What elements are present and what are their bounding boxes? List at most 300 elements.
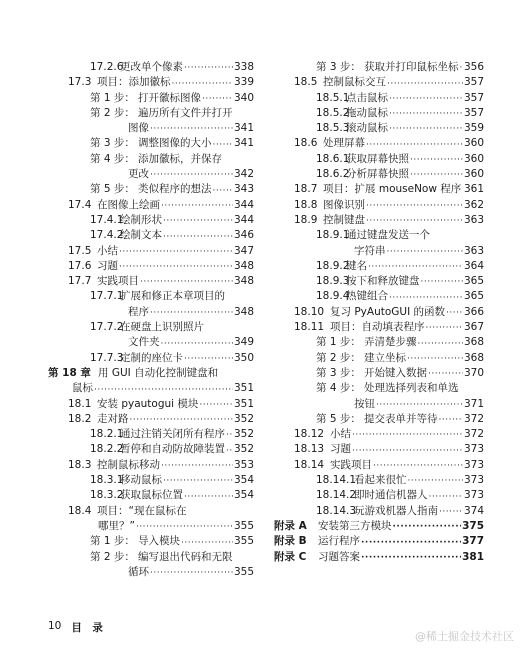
leader-dots [172, 77, 233, 91]
entry-number: 18.14 [294, 458, 325, 471]
toc-entry [274, 182, 484, 197]
toc-entry [274, 397, 484, 412]
entry-page: 361 [463, 183, 484, 196]
leader-dots [352, 428, 463, 442]
entry-title: 用 GUI 自动化控制键盘和 [98, 366, 219, 379]
entry-page: 355 [233, 565, 254, 578]
entry-title: 建立坐标 [364, 351, 406, 364]
entry-title: 控制鼠标交互 [323, 76, 386, 89]
toc-entry [48, 473, 254, 488]
leader-dots [421, 275, 463, 289]
leader-dots [184, 61, 233, 75]
toc-entry [48, 244, 254, 259]
entry-title: 弄清楚步骤 [364, 336, 417, 349]
entry-page: 352 [233, 412, 254, 425]
entry-number: 第 2 步： [90, 106, 135, 119]
entry-title: 点击鼠标 [346, 91, 388, 104]
toc-entry [48, 427, 254, 442]
entry-title: 实践项目 [97, 275, 139, 288]
entry-title: 哪里？” [98, 519, 135, 532]
leader-dots [181, 536, 233, 550]
entry-number: 18.1 [68, 397, 92, 410]
entry-page: 368 [463, 351, 484, 364]
entry-page: 360 [463, 168, 484, 181]
leader-dots [376, 398, 463, 412]
entry-title: 实践项目 [330, 458, 372, 471]
entry-number: 第 1 步： [90, 535, 135, 548]
leader-dots [226, 428, 233, 442]
leader-dots [119, 260, 233, 274]
entry-title: 项目：“现在鼠标在 [97, 504, 187, 517]
leader-dots [446, 306, 463, 320]
leader-dots [361, 551, 461, 565]
toc-entry [274, 289, 484, 304]
leader-dots [150, 168, 233, 182]
leader-dots [389, 107, 463, 121]
toc-entry [48, 121, 254, 136]
toc-entry [48, 412, 254, 427]
leader-dots [460, 61, 463, 75]
entry-number: 第 3 步： [90, 137, 135, 150]
leader-dots [213, 184, 233, 198]
leader-dots [161, 337, 233, 351]
entry-page: 339 [233, 76, 254, 89]
leader-dots [439, 413, 463, 427]
entry-title: 获取屏幕快照 [346, 152, 409, 165]
toc-entry [48, 381, 254, 396]
leader-dots [184, 352, 233, 366]
entry-page: 341 [233, 137, 254, 150]
entry-number: 18.5.3 [316, 122, 350, 135]
entry-page: 346 [233, 229, 254, 242]
entry-number: 17.3 [68, 76, 92, 89]
leader-dots [366, 138, 463, 152]
entry-page: 365 [463, 290, 484, 303]
entry-title: 绘制形状 [120, 213, 162, 226]
entry-page: 381 [462, 550, 484, 563]
leader-dots [368, 260, 463, 274]
entry-title: 键名 [346, 259, 367, 272]
leader-dots [462, 184, 463, 198]
entry-title: 更改单个像素 [120, 61, 183, 73]
entry-page: 355 [233, 519, 254, 532]
entry-title: 图像识别 [323, 198, 365, 211]
entry-page: 372 [463, 428, 484, 441]
entry-page: 354 [233, 474, 254, 487]
entry-title: 暂停和自动防故障装置 [120, 443, 225, 456]
entry-number: 17.2.6 [90, 61, 124, 73]
entry-page: 364 [463, 259, 484, 272]
entry-number: 18.6.1 [316, 152, 350, 165]
entry-page: 357 [463, 76, 484, 89]
entry-number: 18.11 [294, 321, 325, 334]
entry-page: 360 [463, 137, 484, 150]
entry-page: 343 [233, 183, 254, 196]
entry-page: 366 [463, 305, 484, 318]
toc-entry [274, 366, 484, 381]
entry-number: 18.9.2 [316, 259, 350, 272]
entry-title: 定制的座位卡 [120, 351, 183, 364]
toc-entry [274, 504, 484, 519]
toc-entry [48, 167, 254, 182]
leader-dots [361, 536, 461, 550]
entry-page: 350 [233, 351, 254, 364]
leader-dots [226, 444, 233, 458]
toc-entry [274, 152, 484, 167]
entry-page: 351 [233, 397, 254, 410]
leader-dots [199, 398, 233, 412]
entry-page: 373 [463, 458, 484, 471]
leader-dots [418, 337, 463, 351]
toc-entry [48, 106, 254, 121]
running-head: 目 录 [71, 622, 103, 634]
entry-number: 18.5 [294, 76, 318, 89]
entry-title: 文件夹 [128, 336, 160, 349]
toc-entry [48, 534, 254, 549]
toc-entry [48, 366, 254, 381]
toc-entry [274, 244, 484, 259]
entry-title: 按下和释放键盘 [346, 275, 420, 288]
toc-entry [274, 106, 484, 121]
entry-number: 第 4 步： [316, 382, 361, 395]
entry-number: 18.10 [294, 305, 325, 318]
entry-page: 347 [233, 244, 254, 257]
entry-number: 17.4.2 [90, 229, 124, 242]
toc-entry [274, 259, 484, 274]
toc-right-column [274, 60, 484, 565]
entry-page: 338 [233, 61, 254, 73]
toc-entry [274, 519, 484, 534]
leader-dots [119, 245, 233, 259]
leader-dots [429, 490, 463, 504]
leader-dots [184, 490, 233, 504]
entry-number: 第 5 步： [90, 183, 135, 196]
entry-page: 341 [233, 122, 254, 135]
entry-page: 351 [233, 382, 254, 395]
entry-title: 通过键盘发送一个 [346, 229, 430, 242]
entry-title: 打开徽标图像 [138, 91, 201, 104]
leader-dots [439, 505, 463, 519]
entry-title: 循环 [128, 565, 149, 578]
entry-page: 344 [233, 213, 254, 226]
toc-entry [274, 534, 484, 549]
entry-page: 375 [462, 519, 484, 532]
entry-title: 即时通信机器人 [354, 489, 428, 502]
toc-entry [274, 228, 484, 243]
toc-entry [274, 305, 484, 320]
entry-page: 372 [463, 412, 484, 425]
toc-entry [274, 60, 484, 75]
toc-entry [48, 274, 254, 289]
entry-number: 17.7.2 [90, 321, 124, 334]
leader-dots [389, 291, 463, 305]
entry-number: 17.7 [68, 275, 92, 288]
entry-title: 玩游戏机器人指南 [354, 504, 438, 517]
entry-number: 第 5 步： [316, 412, 361, 425]
toc-entry [274, 351, 484, 366]
toc-entry [274, 91, 484, 106]
toc-entry [274, 473, 484, 488]
entry-number: 第 1 步： [316, 336, 361, 349]
entry-page: 348 [233, 275, 254, 288]
entry-page: 373 [463, 443, 484, 456]
entry-number: 18.2.1 [90, 428, 124, 441]
page-number: 10 [48, 620, 62, 632]
entry-page: 365 [463, 275, 484, 288]
entry-title: 习题 [97, 259, 118, 272]
entry-title: 处理选择列表和单选 [364, 382, 459, 395]
toc-entry [48, 335, 254, 350]
toc-entry [48, 228, 254, 243]
toc-entry [274, 427, 484, 442]
leader-dots [163, 474, 233, 488]
entry-number: 17.7.3 [90, 351, 124, 364]
entry-number: 18.5.1 [316, 91, 350, 104]
toc-entry [48, 320, 254, 335]
entry-title: 类似程序的想法 [138, 183, 212, 196]
toc-entry [274, 198, 484, 213]
entry-page: 357 [463, 106, 484, 119]
entry-number: 18.9.3 [316, 275, 350, 288]
entry-title: 习题 [330, 443, 351, 456]
entry-number: 第 2 步： [90, 550, 135, 563]
entry-page: 353 [233, 458, 254, 471]
entry-title: 项目：添加徽标 [97, 76, 171, 89]
entry-number: 18.9 [294, 213, 318, 226]
entry-number: 17.7.1 [90, 290, 124, 303]
entry-title: 控制键盘 [323, 213, 365, 226]
entry-title: 在硬盘上识别照片 [120, 321, 204, 334]
entry-number: 18.2 [68, 412, 92, 425]
entry-title: 看起来很忙 [354, 474, 407, 487]
entry-title: 更改 [128, 168, 149, 181]
entry-number: 18.2.2 [90, 443, 124, 456]
leader-dots [161, 199, 233, 213]
entry-number: 第 1 步： [90, 91, 135, 104]
entry-number: 18.13 [294, 443, 325, 456]
toc-entry [274, 381, 484, 396]
entry-page: 348 [233, 259, 254, 272]
toc-entry [48, 259, 254, 274]
entry-page: 360 [463, 152, 484, 165]
toc-entry [48, 351, 254, 366]
toc-entry [274, 213, 484, 228]
entry-page: 373 [463, 489, 484, 502]
toc-entry [48, 213, 254, 228]
toc-entry [274, 274, 484, 289]
leader-dots [407, 352, 463, 366]
entry-title: 移动鼠标 [120, 474, 162, 487]
entry-title: 编写退出代码和无限 [138, 550, 233, 563]
entry-title: 小结 [330, 428, 351, 441]
leader-dots [163, 230, 233, 244]
entry-title: 遍历所有文件并打开 [138, 106, 233, 119]
entry-number: 附录 C [274, 550, 307, 563]
entry-page: 349 [233, 336, 254, 349]
entry-title: 热键组合 [346, 290, 388, 303]
entry-title: 按钮 [354, 397, 375, 410]
entry-title: 鼠标 [72, 382, 93, 395]
entry-title: 项目：自动填表程序 [330, 321, 425, 334]
leader-dots [410, 153, 463, 167]
entry-page: 344 [233, 198, 254, 211]
entry-number: 17.4.1 [90, 213, 124, 226]
entry-page: 363 [463, 213, 484, 226]
entry-page: 359 [463, 122, 484, 135]
toc-entry [274, 335, 484, 350]
toc-entry [274, 550, 484, 565]
entry-number: 18.9.1 [316, 229, 350, 242]
entry-title: 安装第三方模块 [318, 519, 392, 532]
entry-title: 调整图像的大小 [138, 137, 212, 150]
leader-dots [366, 214, 463, 228]
page-footer [48, 620, 103, 635]
watermark: @稀土掘金技术社区 [415, 630, 514, 643]
leader-dots [387, 77, 463, 91]
entry-number: 第 2 步： [316, 351, 361, 364]
leader-dots [408, 474, 463, 488]
entry-page: 373 [463, 474, 484, 487]
entry-title: 拖动鼠标 [346, 106, 388, 119]
entry-number: 18.6 [294, 137, 318, 150]
entry-number: 第 3 步： [316, 366, 361, 379]
toc-entry [274, 442, 484, 457]
toc-left-column [48, 60, 254, 580]
entry-number: 17.4 [68, 198, 92, 211]
entry-number: 18.7 [294, 183, 318, 196]
toc-entry [48, 458, 254, 473]
leader-dots [393, 520, 462, 534]
entry-number: 附录 A [274, 519, 307, 532]
entry-page: 354 [233, 489, 254, 502]
toc-entry [48, 504, 254, 519]
leader-dots [150, 306, 233, 320]
toc-entry [48, 565, 254, 580]
entry-number: 18.14.2 [316, 489, 357, 502]
toc-entry [48, 488, 254, 503]
leader-dots [150, 566, 233, 580]
entry-number: 18.12 [294, 428, 325, 441]
toc-entry [48, 182, 254, 197]
entry-page: 374 [463, 504, 484, 517]
entry-title: 复习 PyAutoGUI 的函数 [330, 305, 446, 318]
leader-dots [130, 413, 233, 427]
entry-number: 17.5 [68, 244, 92, 257]
toc-entry [48, 519, 254, 534]
entry-page: 368 [463, 336, 484, 349]
entry-number: 18.3.1 [90, 474, 124, 487]
entry-title: 扩展和修正本章项目的 [120, 290, 225, 303]
entry-number: 附录 B [274, 535, 307, 548]
entry-title: 绘制文本 [120, 229, 162, 242]
toc-entry [274, 167, 484, 182]
toc-entry [48, 198, 254, 213]
leader-dots [140, 275, 233, 289]
entry-number: 18.4 [68, 504, 92, 517]
entry-number: 第 3 步： [316, 61, 361, 73]
entry-page: 356 [463, 61, 484, 73]
entry-page: 357 [463, 91, 484, 104]
entry-page: 377 [462, 535, 484, 548]
entry-title: 获取鼠标位置 [120, 489, 183, 502]
toc-entry [48, 91, 254, 106]
leader-dots [389, 92, 463, 106]
leader-dots [352, 444, 463, 458]
entry-number: 17.6 [68, 259, 92, 272]
leader-dots [389, 122, 463, 136]
entry-page: 362 [463, 198, 484, 211]
leader-dots [373, 459, 463, 473]
entry-title: 导入模块 [138, 535, 180, 548]
leader-dots [150, 122, 233, 136]
entry-number: 18.14.1 [316, 474, 357, 487]
entry-title: 习题答案 [318, 550, 360, 563]
entry-title: 分析屏幕快照 [346, 168, 409, 181]
entry-page: 371 [463, 397, 484, 410]
toc-entry [48, 442, 254, 457]
entry-title: 控制鼠标移动 [97, 458, 160, 471]
entry-page: 348 [233, 305, 254, 318]
entry-page: 352 [233, 443, 254, 456]
entry-page: 340 [233, 91, 254, 104]
leader-dots [213, 138, 233, 152]
toc-entry [48, 305, 254, 320]
toc-entry [274, 121, 484, 136]
toc-entry [274, 136, 484, 151]
toc-entry [48, 60, 254, 75]
entry-title: 获取并打印鼠标坐标 [364, 61, 459, 73]
entry-title: 安装 pyautogui 模块 [97, 397, 199, 410]
leader-dots [426, 321, 463, 335]
entry-page: 367 [463, 321, 484, 334]
entry-page: 352 [233, 428, 254, 441]
toc-entry [48, 152, 254, 167]
entry-title: 开始键入数据 [364, 366, 427, 379]
entry-title: 在图像上绘画 [97, 198, 160, 211]
entry-page: 342 [233, 168, 254, 181]
entry-number: 18.3 [68, 458, 92, 471]
leader-dots [387, 245, 463, 259]
toc-entry [48, 136, 254, 151]
entry-title: 字符串 [354, 244, 386, 257]
leader-dots [428, 367, 463, 381]
entry-title: 滚动鼠标 [346, 122, 388, 135]
toc-entry [48, 75, 254, 90]
leader-dots [136, 520, 233, 534]
entry-title: 提交表单并等待 [364, 412, 438, 425]
leader-dots [163, 214, 233, 228]
entry-number: 18.9.4 [316, 290, 350, 303]
toc-entry [274, 458, 484, 473]
entry-title: 通过注销关闭所有程序 [120, 428, 225, 441]
entry-title: 项目：扩展 mouseNow 程序 [323, 183, 462, 196]
entry-number: 18.3.2 [90, 489, 124, 502]
entry-page: 363 [463, 244, 484, 257]
entry-title: 添加徽标，并保存 [138, 152, 222, 165]
entry-title: 运行程序 [318, 535, 360, 548]
leader-dots [94, 383, 233, 397]
entry-title: 处理屏幕 [323, 137, 365, 150]
toc-entry [274, 488, 484, 503]
entry-page: 355 [233, 535, 254, 548]
entry-title: 走对路 [97, 412, 129, 425]
entry-number: 第 4 步： [90, 152, 135, 165]
entry-number: 18.8 [294, 198, 318, 211]
entry-number: 18.14.3 [316, 504, 357, 517]
entry-title: 小结 [97, 244, 118, 257]
leader-dots [366, 199, 463, 213]
leader-dots [161, 459, 233, 473]
